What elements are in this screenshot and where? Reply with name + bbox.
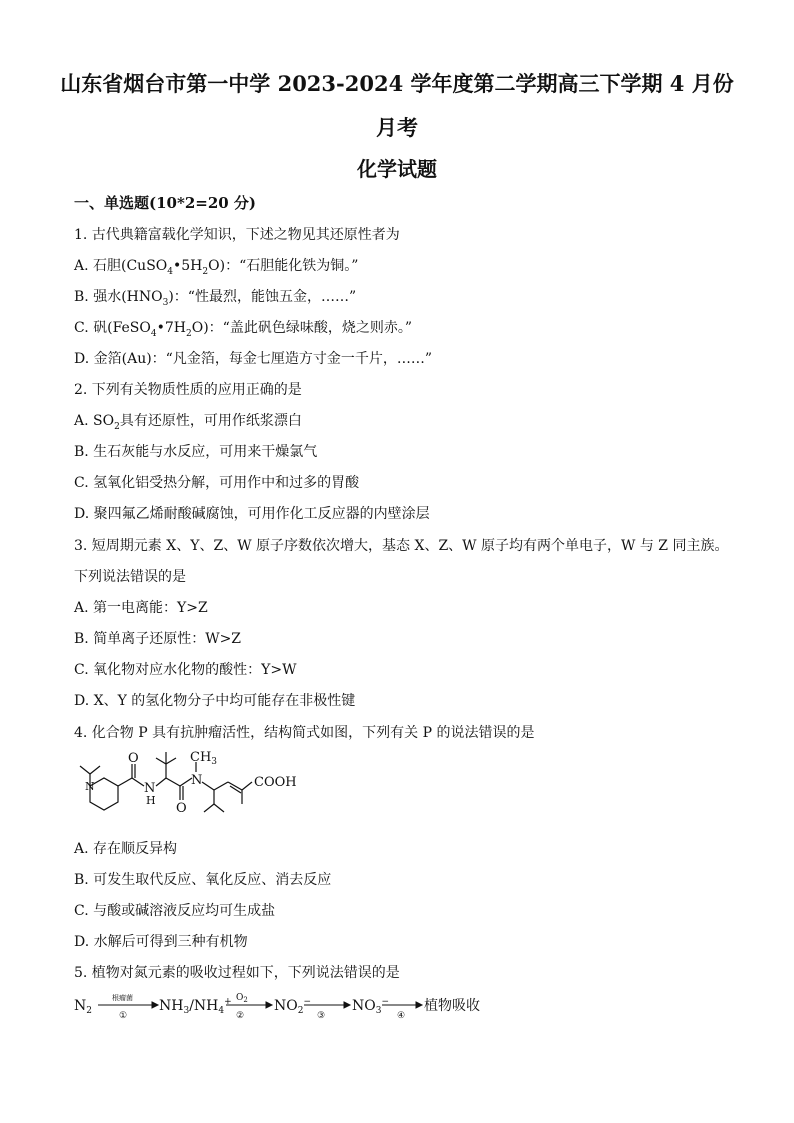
question-4-option-c: C. 与酸或碱溶液反应均可生成盐: [74, 903, 276, 919]
molecule-structure-diagram: [74, 750, 304, 830]
question-3-option-c: C. 氧化物对应水化物的酸性：Y>W: [74, 662, 297, 678]
question-3-stem: 3. 短周期元素 X、Y、Z、W 原子序数依次增大，基态 X、Z、W 原子均有两个单电子，W 与 Z 同主族。: [74, 538, 729, 554]
question-5-stem: 5. 植物对氮元素的吸收过程如下，下列说法错误的是: [74, 965, 400, 981]
page-subtitle: 化学试题: [357, 157, 437, 181]
question-2-option-a: A. $SO_2$具有还原性，可用作纸浆漂白: [74, 413, 302, 432]
question-3-option-b: B. 简单离子还原性：W>Z: [74, 631, 242, 647]
question-1-option-a: A. 石胆$(CuSO_4•5H_2O)$：“石胆能化铁为铜。”: [74, 258, 359, 277]
mol-nitrogen-1: N: [144, 781, 156, 796]
question-4-stem: 4. 化合物 P 具有抗肿瘤活性，结构简式如图，下列有关 P 的说法错误的是: [74, 725, 535, 741]
section-heading: 一、单选题(10*2=20 分): [74, 194, 257, 212]
svg-text:NH3/NH4+: $NH_3/NH_4^+$: [159, 997, 232, 1016]
question-1-option-b: B. 强水$(HNO_3)$：“性最烈，能蚀五金，……”: [74, 289, 357, 308]
svg-text:④: ④: [397, 1011, 406, 1020]
svg-text:NO3−: $NO_3^-$: [352, 997, 390, 1016]
question-3-option-d: D. X、Y 的氢化物分子中均可能存在非极性键: [74, 693, 356, 709]
question-3-stem-cont: 下列说法错误的是: [74, 569, 186, 585]
svg-text:③: ③: [317, 1011, 326, 1020]
svg-text:根瘤菌: 根瘤菌: [112, 994, 133, 1002]
mol-nitrogen-2: N: [191, 773, 203, 788]
question-1-option-d: D. 金箔(Au)：“凡金箔，每金七厘造方寸金一千片，……”: [74, 351, 432, 367]
svg-text:②: ②: [236, 1011, 245, 1020]
mol-carboxyl-label: COOH: [254, 775, 297, 790]
question-2-option-d: D. 聚四氟乙烯耐酸碱腐蚀，可用作化工反应器的内壁涂层: [74, 506, 430, 522]
question-4-option-d: D. 水解后可得到三种有机物: [74, 934, 248, 950]
question-1-stem: 1. 古代典籍富载化学知识，下述之物见其还原性者为: [74, 227, 400, 243]
mol-nitrogen-3: N: [85, 780, 95, 793]
svg-text:O2: $O_2$: [236, 993, 248, 1004]
mol-oxygen-1: O: [128, 751, 139, 766]
question-4-option-a: A. 存在顺反异构: [74, 841, 178, 857]
svg-text:N2: $N_2$: [74, 998, 92, 1016]
page-title-cont: 月考: [376, 115, 418, 140]
question-2-option-b: B. 生石灰能与水反应，可用来干燥氯气: [74, 444, 318, 460]
question-4-option-b: B. 可发生取代反应、氧化反应、消去反应: [74, 872, 332, 888]
svg-text:NO2−: $NO_2^-$: [274, 997, 312, 1016]
svg-text:植物吸收: 植物吸收: [424, 998, 480, 1014]
mol-oxygen-2: O: [176, 801, 187, 816]
question-3-option-a: A. 第一电离能：Y>Z: [74, 600, 208, 616]
question-2-stem: 2. 下列有关物质性质的应用正确的是: [74, 382, 302, 398]
nitrogen-uptake-scheme: [74, 990, 514, 1020]
page-title: 山东省烟台市第一中学 2023-2024 学年度第二学期高三下学期 4 月份: [60, 71, 734, 96]
svg-text:①: ①: [119, 1011, 128, 1020]
question-2-option-c: C. 氢氧化铝受热分解，可用作中和过多的胃酸: [74, 475, 360, 491]
question-1-option-c: C. 矾$(FeSO_4•7H_2O)$：“盖此矾色绿味酸，烧之则赤。”: [74, 320, 412, 339]
mol-methyl-label: $CH_3$: [190, 750, 218, 767]
mol-hydrogen-1: H: [146, 794, 156, 807]
